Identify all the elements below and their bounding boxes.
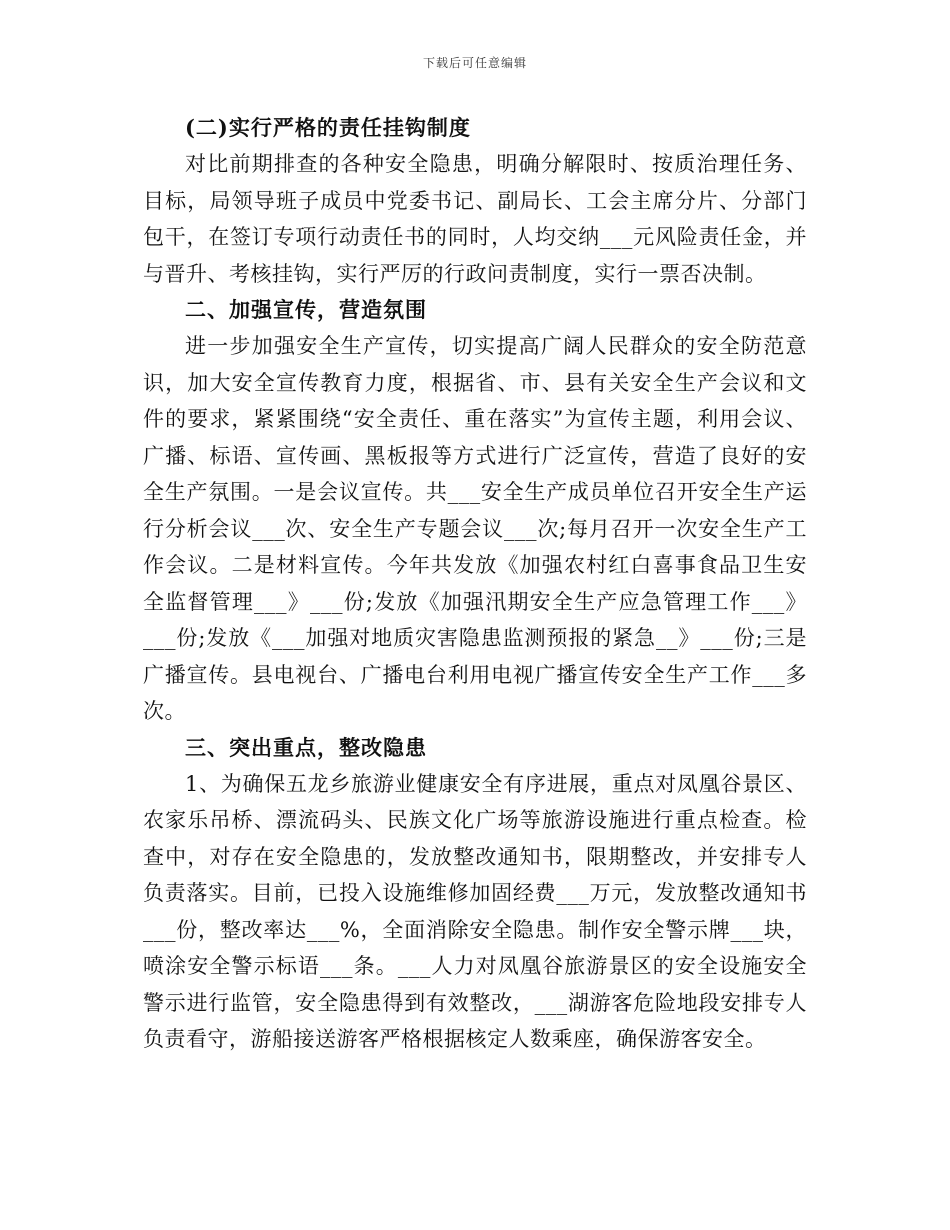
section-heading-responsibility: (二)实行严格的责任挂钩制度 <box>185 115 471 140</box>
section-heading-rectification: 三、突出重点，整改隐患 <box>185 734 427 760</box>
section-heading-publicity: 二、加强宣传，营造氛围 <box>185 297 427 322</box>
header-note: 下载后可任意编辑 <box>422 56 527 70</box>
paragraph-responsibility: 对比前期排查的各种安全隐患，明确分解限时、按质治理任务、目标，局领导班子成员中党委书记、副局长、工会主席分片、分部门包干，在签订专项行动责任书的同时，人均交纳___元风险责任金，并与晋升、考核挂钩，实行严厉的行政问责制度，实行一票否决制。 <box>143 152 807 286</box>
paragraph-rectification: 1、为确保五龙乡旅游业健康安全有序进展，重点对凤凰谷景区、农家乐吊桥、漂流码头、民族文化广场等旅游设施进行重点检查。检查中，对存在安全隐患的，发放整改通知书，限期整改，并安排专人负责落实。目前，已投入设施维修加固经费___万元，发放整改通知书___份，整改率达___%，全面消除安全隐患。制作安全警示牌___块，喷涂安全警示标语___条。___人力对凤凰谷旅游景区的安全设施安全警示进行监管，安全隐患得到有效整改，___湖游客危险地段安排专人负责看守，游船接送游客严格根据核定人数乘座，确保游客安全。 <box>143 771 807 1051</box>
document-body <box>143 110 807 1058</box>
paragraph-publicity: 进一步加强安全生产宣传，切实提高广阔人民群众的安全防范意识，加大安全宣传教育力度，根据省、市、县有关安全生产会议和文件的要求，紧紧围绕“安全责任、重在落实”为宣传主题，利用会议、广播、标语、宣传画、黑板报等方式进行广泛宣传，营造了良好的安全生产氛围。一是会议宣传。共___安全生产成员单位召开安全生产运行分析会议___次、安全生产专题会议___次;每月召开一次安全生产工作会议。二是材料宣传。今年共发放《加强农村红白喜事食品卫生安全监督管理___》___份;发放《加强汛期安全生产应急管理工作___》___份;发放《___加强对地质灾害隐患监测预报的紧急__》___份;三是广播宣传。县电视台、广播电台利用电视广播宣传安全生产工作___多次。 <box>143 334 807 723</box>
